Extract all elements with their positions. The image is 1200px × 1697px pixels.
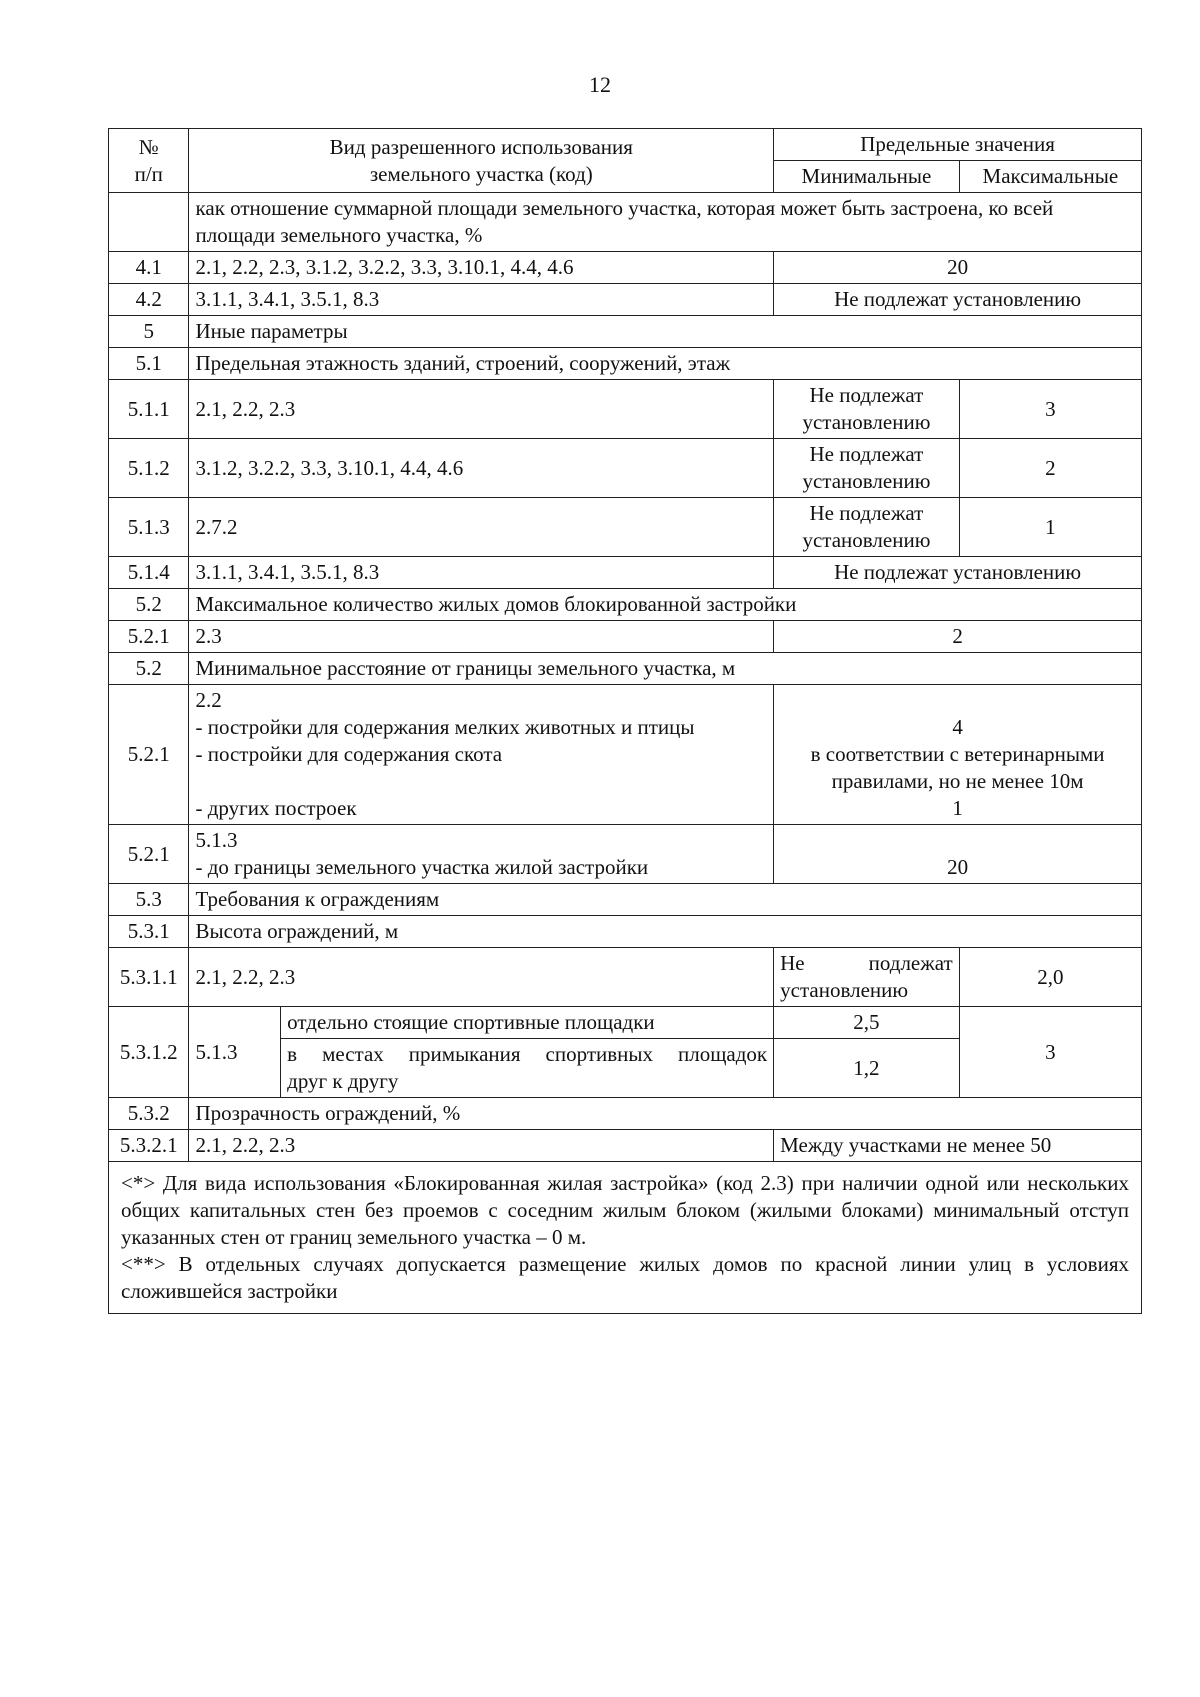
table-row: 5.1.1 2.1, 2.2, 2.3 Не подлежат установлению 3	[109, 380, 1142, 439]
table-row: в местах примыкания спортивных площадок друг к другу 1,2	[109, 1039, 1142, 1098]
footnotes-row	[109, 1162, 1142, 1314]
table-row: 4.1 2.1, 2.2, 2.3, 3.1.2, 3.2.2, 3.3, 3.10.1, 4.4, 4.6 20	[109, 252, 1142, 284]
table-row	[109, 193, 1142, 252]
header-min: Минимальные	[774, 161, 960, 193]
table-row: 5.3 Требования к ограждениям	[109, 884, 1142, 916]
land-use-parameters-table	[108, 128, 1142, 1314]
footnote-2: <**> В отдельных случаях допускается размещение жилых домов по красной линии улиц в условиях сложившейся застройки	[121, 1252, 1129, 1303]
table-row: 5.2.1 5.1.3 - до границы земельного участка жилой застройки 20	[109, 825, 1142, 884]
table-row: 5.1 Предельная этажность зданий, строений, сооружений, этаж	[109, 348, 1142, 380]
table-row: 5.1.4 3.1.1, 3.4.1, 3.5.1, 8.3 Не подлежат установлению	[109, 557, 1142, 589]
header-max: Максимальные	[959, 161, 1141, 193]
row-text: как отношение суммарной площади земельного участка, которая может быть застроена, ко всей площади земельного участка, %	[189, 193, 1142, 252]
table-header-row	[109, 129, 1142, 161]
table-row: 5.2 Максимальное количество жилых домов блокированной застройки	[109, 589, 1142, 621]
table-row: 5.3.1 Высота ограждений, м	[109, 916, 1142, 948]
table-row: 5.1.3 2.7.2 Не подлежат установлению 1	[109, 498, 1142, 557]
table-row: 5.3.1.1 2.1, 2.2, 2.3 Не подлежат установлению 2,0	[109, 948, 1142, 1007]
header-number: № п/п	[109, 129, 189, 193]
page-number: 12	[589, 72, 611, 97]
table-row: 5.2 Минимальное расстояние от границы земельного участка, м	[109, 653, 1142, 685]
table-row: 5.3.2 Прозрачность ограждений, %	[109, 1098, 1142, 1130]
table-row: 5.2.1 2.3 2	[109, 621, 1142, 653]
footnotes	[109, 1162, 1142, 1314]
table-row: 5.1.2 3.1.2, 3.2.2, 3.3, 3.10.1, 4.4, 4.6 Не подлежат установлению 2	[109, 439, 1142, 498]
table-row: 4.2 3.1.1, 3.4.1, 3.5.1, 8.3 Не подлежат установлению	[109, 284, 1142, 316]
table-row: 5.3.2.1 2.1, 2.2, 2.3 Между участками не менее 50	[109, 1130, 1142, 1162]
table-row: 5.3.1.2 5.1.3 отдельно стоящие спортивные площадки 2,5 3	[109, 1007, 1142, 1039]
footnote-1: <*> Для вида использования «Блокированная жилая застройка» (код 2.3) при наличии одной или нескольких общих капитальных стен без проемов с соседним жилым блоком (жилыми блоками) минимальный отступ указанных стен от границ земельного участка – 0 м.	[121, 1171, 1129, 1249]
header-usage-type: Вид разрешенного использования земельного участка (код)	[189, 129, 774, 193]
header-limits: Предельные значения	[774, 129, 1142, 161]
table-row: 5.2.1 2.2 - постройки для содержания мелких животных и птицы - постройки для содержания скота - других построек 4 в соответствии с ветеринарными правилами, но не менее 10м 1	[109, 685, 1142, 825]
table-row: 5 Иные параметры	[109, 316, 1142, 348]
